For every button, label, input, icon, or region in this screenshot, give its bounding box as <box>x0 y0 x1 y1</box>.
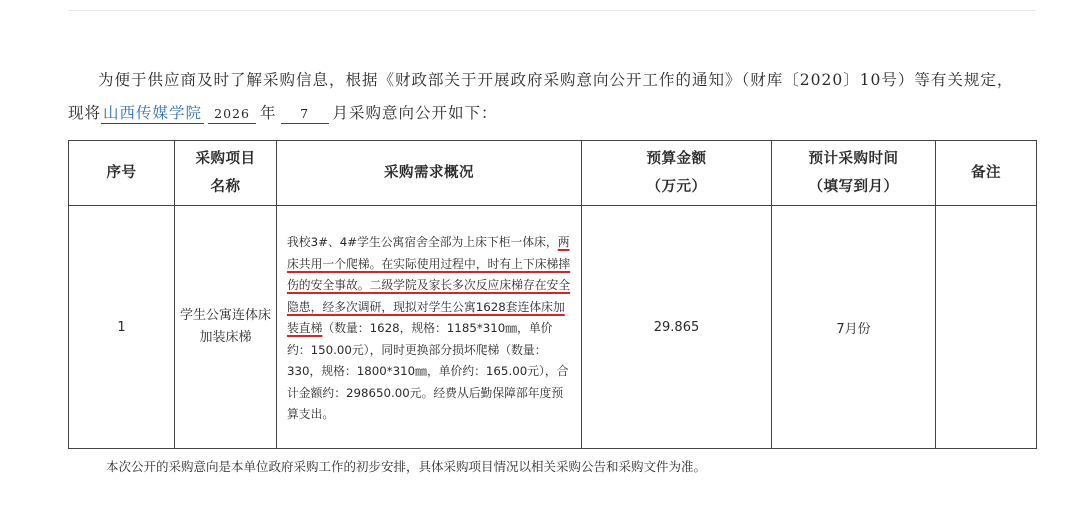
year-unit: 年 <box>260 104 277 122</box>
header-item-line2: 名称 <box>210 178 241 195</box>
header-item-line1: 采购项目 <box>195 150 256 167</box>
header-time-line1: 预计采购时间 <box>808 150 899 167</box>
summary-part-2: （数量：1628，规格：1185*310㎜，单价约：150.00元），同时更换部分损坏爬梯（数量：330，规格：1800*310㎜，单价约：165.00元），合计金额约：298650.00元。经费从后勤保障部年度预算支出。 <box>287 321 569 422</box>
top-divider <box>68 10 1036 11</box>
intro-line-1: 为便于供应商及时了解采购信息，根据《财政部关于开展政府采购意向公开工作的通知》（财库〔2020〕10号）等有关规定， <box>98 71 1014 89</box>
table-header-row <box>69 141 1037 206</box>
header-budget <box>582 141 772 206</box>
header-budget-line2: （万元） <box>646 178 707 195</box>
header-seq: 序号 <box>69 141 175 206</box>
cell-summary <box>277 206 582 449</box>
header-time <box>772 141 936 206</box>
header-time-line2: （填写到月） <box>808 178 899 195</box>
cell-item-name <box>175 206 277 449</box>
month-unit: 月采购意向公开如下： <box>332 104 498 122</box>
table-row <box>69 206 1037 449</box>
summary-underlined: 两床共用一个爬梯。在实际使用过程中，时有上下床梯摔伤的安全事故。二级学院及家长多次反应床梯存在安全隐患，经多次调研，现拟对学生公寓1628套连体床加装直梯 <box>287 235 571 336</box>
item-name-line2: 加装床梯 <box>199 330 252 345</box>
year-field: 2026 <box>208 105 256 124</box>
item-name-line1: 学生公寓连体床 <box>179 308 271 323</box>
summary-part-1: 我校3#、4#学生公寓宿舍全部为上床下柜一体床， <box>287 235 558 250</box>
intro-prefix: 现将 <box>68 104 102 122</box>
header-summary: 采购需求概况 <box>277 141 582 206</box>
intro-paragraph <box>68 62 1043 98</box>
month-field: 7 <box>281 105 329 124</box>
header-note: 备注 <box>936 141 1037 206</box>
summary-text <box>287 228 573 426</box>
header-budget-line1: 预算金额 <box>646 150 707 167</box>
footer-note: 本次公开的采购意向是本单位政府采购工作的初步安排，具体采购项目情况以相关采购公告和采购文件为准。 <box>106 459 707 474</box>
procurement-table <box>68 140 1037 449</box>
cell-seq: 1 <box>69 206 175 449</box>
cell-note <box>936 206 1037 449</box>
header-item <box>175 141 277 206</box>
cell-budget: 29.865 <box>582 206 772 449</box>
intro-line-2 <box>68 98 498 128</box>
cell-time: 7月份 <box>772 206 936 449</box>
school-name: 山西传媒学院 <box>103 104 203 122</box>
